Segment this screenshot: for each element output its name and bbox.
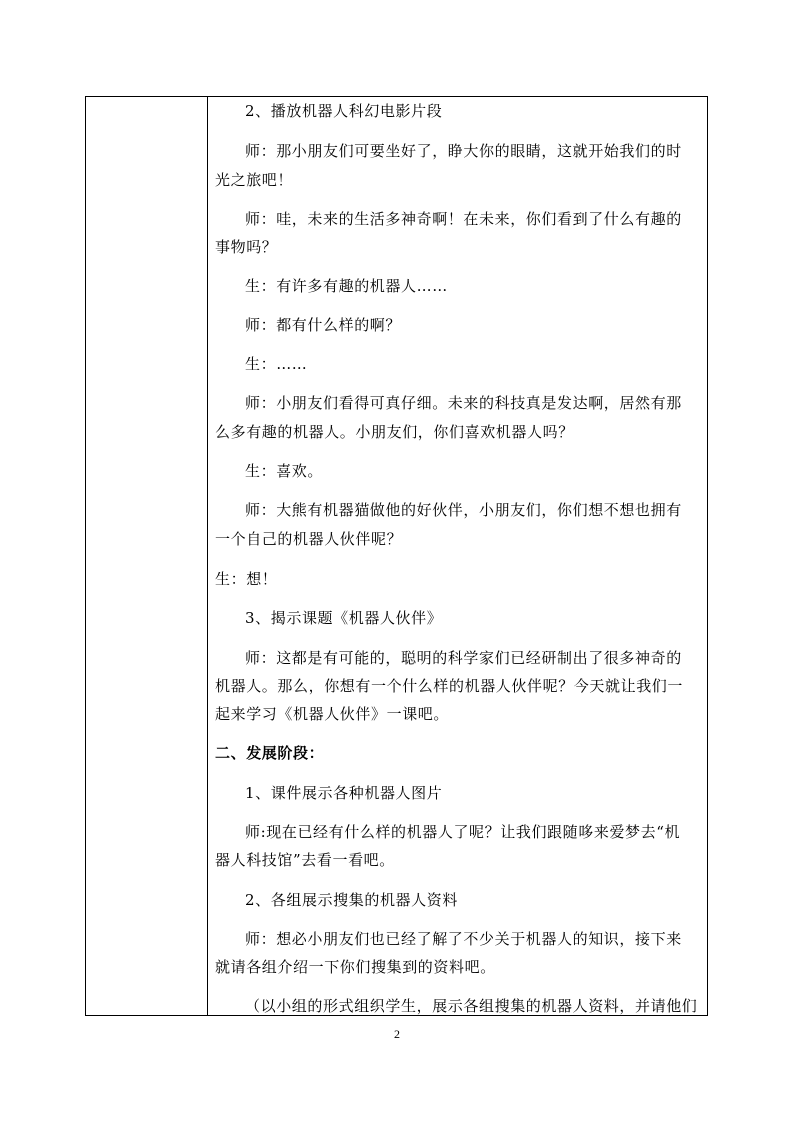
text-line: 就请各组介绍一下你们搜集到的资料吧。 [215, 958, 496, 976]
text-line: 师：想必小朋友们也已经了解了不少关于机器人的知识，接下来 [245, 930, 682, 948]
text-line: 师：大熊有机器猫做他的好伙伴，小朋友们，你们想不想也拥有 [245, 501, 682, 519]
text-line: （以小组的形式组织学生，展示各组搜集的机器人资料，并请他们 [245, 997, 698, 1015]
text-line: 一个自己的机器人伙伴呢？ [215, 530, 403, 548]
text-line: 机器人。那么，你想有一个什么样的机器人伙伴呢？今天就让我们一 [215, 677, 684, 695]
text-line: 生：喜欢。 [245, 462, 324, 480]
text-line: 师：那小朋友们可要坐好了，睁大你的眼睛，这就开始我们的时 [245, 142, 682, 160]
text-line: 1、课件展示各种机器人图片 [245, 784, 443, 802]
text-line: 师：都有什么样的啊？ [245, 316, 402, 334]
text-line: 么多有趣的机器人。小朋友们，你们喜欢机器人吗？ [215, 423, 574, 441]
text-line: 师:现在已经有什么样的机器人了呢？让我们跟随哆来爱梦去“机 [245, 823, 681, 841]
text-line: 生：有许多有趣的机器人…… [245, 277, 448, 295]
lesson-table [85, 96, 708, 1016]
text-line: 器人科技馆”去看一看吧。 [215, 851, 395, 869]
text-line: 生：…… [245, 355, 308, 373]
text-line: 2、各组展示搜集的机器人资料 [245, 891, 458, 909]
left-column-cell [86, 97, 208, 1015]
text-line: 师：哇，未来的生活多神奇啊！在未来，你们看到了什么有趣的 [245, 210, 682, 228]
text-line: 生：想！ [215, 570, 278, 588]
page-number: 2 [394, 1027, 400, 1041]
text-line: 师：这都是有可能的，聪明的科学家们已经研制出了很多神奇的 [245, 649, 682, 667]
text-line: 3、揭示课题《机器人伙伴》 [245, 609, 443, 627]
content-cell [208, 97, 707, 1015]
text-line: 2、播放机器人科幻电影片段 [245, 102, 443, 120]
text-line: 起来学习《机器人伙伴》一课吧。 [215, 705, 450, 723]
text-line: 光之旅吧！ [215, 171, 294, 189]
text-line: 师：小朋友们看得可真仔细。未来的科技真是发达啊，居然有那 [245, 394, 682, 412]
text-line: 事物吗？ [215, 238, 278, 256]
section-heading: 二、发展阶段： [215, 744, 325, 762]
